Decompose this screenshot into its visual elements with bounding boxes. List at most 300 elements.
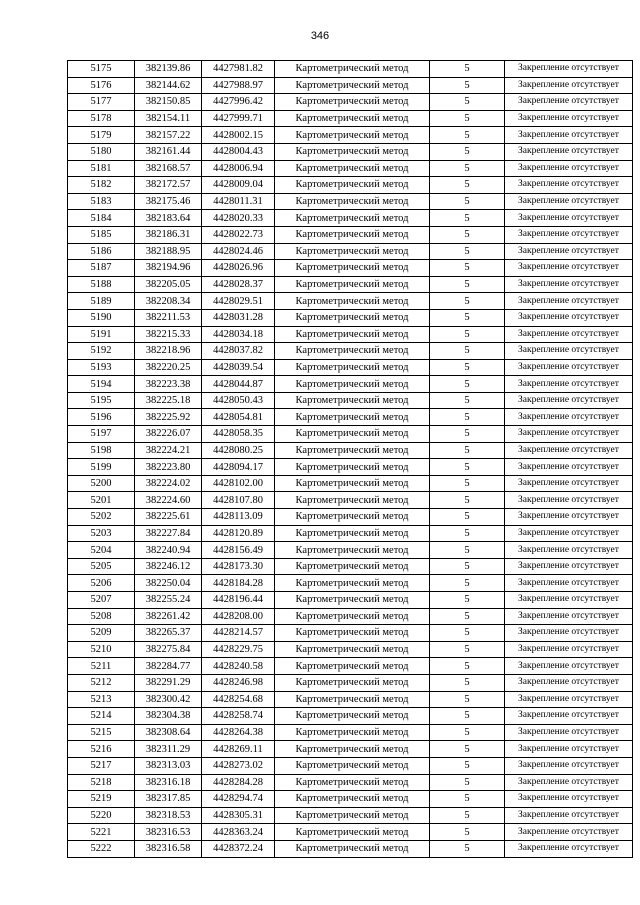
x-coordinate-cell: 382215.33: [135, 326, 202, 343]
method-cell: Картометрический метод: [275, 442, 430, 459]
fixation-cell: Закрепление отсутствует: [505, 376, 633, 393]
table-row: [68, 625, 633, 642]
point-number-cell: 5177: [68, 94, 135, 111]
x-coordinate-cell: 382316.53: [135, 824, 202, 841]
fixation-cell: Закрепление отсутствует: [505, 459, 633, 476]
method-cell: Картометрический метод: [275, 376, 430, 393]
accuracy-cell: 5: [430, 724, 505, 741]
x-coordinate-cell: 382224.21: [135, 442, 202, 459]
point-number-cell: 5219: [68, 791, 135, 808]
accuracy-cell: 5: [430, 376, 505, 393]
method-cell: Картометрический метод: [275, 94, 430, 111]
x-coordinate-cell: 382205.05: [135, 276, 202, 293]
method-cell: Картометрический метод: [275, 260, 430, 277]
table-row: [68, 492, 633, 509]
accuracy-cell: 5: [430, 575, 505, 592]
accuracy-cell: 5: [430, 61, 505, 78]
fixation-cell: Закрепление отсутствует: [505, 326, 633, 343]
fixation-cell: Закрепление отсутствует: [505, 177, 633, 194]
x-coordinate-cell: 382139.86: [135, 61, 202, 78]
method-cell: Картометрический метод: [275, 774, 430, 791]
x-coordinate-cell: 382316.18: [135, 774, 202, 791]
method-cell: Картометрический метод: [275, 243, 430, 260]
point-number-cell: 5207: [68, 592, 135, 609]
method-cell: Картометрический метод: [275, 691, 430, 708]
point-number-cell: 5189: [68, 293, 135, 310]
accuracy-cell: 5: [430, 492, 505, 509]
accuracy-cell: 5: [430, 542, 505, 559]
x-coordinate-cell: 382226.07: [135, 426, 202, 443]
point-number-cell: 5192: [68, 343, 135, 360]
table-row: [68, 94, 633, 111]
point-number-cell: 5210: [68, 641, 135, 658]
accuracy-cell: 5: [430, 674, 505, 691]
accuracy-cell: 5: [430, 608, 505, 625]
method-cell: Картометрический метод: [275, 426, 430, 443]
table-row: [68, 376, 633, 393]
table-row: [68, 724, 633, 741]
y-coordinate-cell: 4428305.31: [202, 807, 275, 824]
point-number-cell: 5176: [68, 77, 135, 94]
table-row: [68, 691, 633, 708]
x-coordinate-cell: 382208.34: [135, 293, 202, 310]
x-coordinate-cell: 382186.31: [135, 226, 202, 243]
point-number-cell: 5181: [68, 160, 135, 177]
y-coordinate-cell: 4428264.38: [202, 724, 275, 741]
method-cell: Картометрический метод: [275, 592, 430, 609]
accuracy-cell: 5: [430, 276, 505, 293]
point-number-cell: 5212: [68, 674, 135, 691]
x-coordinate-cell: 382175.46: [135, 193, 202, 210]
table-row: [68, 343, 633, 360]
fixation-cell: Закрепление отсутствует: [505, 359, 633, 376]
point-number-cell: 5190: [68, 309, 135, 326]
point-number-cell: 5201: [68, 492, 135, 509]
fixation-cell: Закрепление отсутствует: [505, 691, 633, 708]
method-cell: Картометрический метод: [275, 575, 430, 592]
y-coordinate-cell: 4428054.81: [202, 409, 275, 426]
x-coordinate-cell: 382265.37: [135, 625, 202, 642]
table-row: [68, 592, 633, 609]
x-coordinate-cell: 382225.92: [135, 409, 202, 426]
method-cell: Картометрический метод: [275, 177, 430, 194]
y-coordinate-cell: 4428294.74: [202, 791, 275, 808]
fixation-cell: Закрепление отсутствует: [505, 127, 633, 144]
fixation-cell: Закрепление отсутствует: [505, 392, 633, 409]
x-coordinate-cell: 382318.53: [135, 807, 202, 824]
point-number-cell: 5206: [68, 575, 135, 592]
fixation-cell: Закрепление отсутствует: [505, 658, 633, 675]
x-coordinate-cell: 382188.95: [135, 243, 202, 260]
table-row: [68, 309, 633, 326]
y-coordinate-cell: 4428058.35: [202, 426, 275, 443]
y-coordinate-cell: 4428031.28: [202, 309, 275, 326]
point-number-cell: 5217: [68, 757, 135, 774]
y-coordinate-cell: 4428044.87: [202, 376, 275, 393]
x-coordinate-cell: 382225.18: [135, 392, 202, 409]
y-coordinate-cell: 4428020.33: [202, 210, 275, 227]
accuracy-cell: 5: [430, 260, 505, 277]
fixation-cell: Закрепление отсутствует: [505, 840, 633, 857]
fixation-cell: Закрепление отсутствует: [505, 641, 633, 658]
x-coordinate-cell: 382168.57: [135, 160, 202, 177]
accuracy-cell: 5: [430, 708, 505, 725]
point-number-cell: 5193: [68, 359, 135, 376]
x-coordinate-cell: 382311.29: [135, 741, 202, 758]
table-row: [68, 193, 633, 210]
coordinates-table: [67, 60, 633, 858]
fixation-cell: Закрепление отсутствует: [505, 741, 633, 758]
table-row: [68, 409, 633, 426]
point-number-cell: 5213: [68, 691, 135, 708]
method-cell: Картометрический метод: [275, 160, 430, 177]
x-coordinate-cell: 382183.64: [135, 210, 202, 227]
method-cell: Картометрический метод: [275, 193, 430, 210]
x-coordinate-cell: 382275.84: [135, 641, 202, 658]
accuracy-cell: 5: [430, 309, 505, 326]
method-cell: Картометрический метод: [275, 475, 430, 492]
table-row: [68, 326, 633, 343]
y-coordinate-cell: 4428372.24: [202, 840, 275, 857]
method-cell: Картометрический метод: [275, 309, 430, 326]
y-coordinate-cell: 4428102.00: [202, 475, 275, 492]
fixation-cell: Закрепление отсутствует: [505, 260, 633, 277]
point-number-cell: 5184: [68, 210, 135, 227]
point-number-cell: 5218: [68, 774, 135, 791]
table-row: [68, 575, 633, 592]
y-coordinate-cell: 4428026.96: [202, 260, 275, 277]
fixation-cell: Закрепление отсутствует: [505, 542, 633, 559]
method-cell: Картометрический метод: [275, 326, 430, 343]
y-coordinate-cell: 4427981.82: [202, 61, 275, 78]
table-row: [68, 791, 633, 808]
y-coordinate-cell: 4428196.44: [202, 592, 275, 609]
table-row: [68, 757, 633, 774]
method-cell: Картометрический метод: [275, 658, 430, 675]
x-coordinate-cell: 382224.60: [135, 492, 202, 509]
accuracy-cell: 5: [430, 226, 505, 243]
accuracy-cell: 5: [430, 558, 505, 575]
point-number-cell: 5205: [68, 558, 135, 575]
accuracy-cell: 5: [430, 757, 505, 774]
accuracy-cell: 5: [430, 840, 505, 857]
x-coordinate-cell: 382313.03: [135, 757, 202, 774]
accuracy-cell: 5: [430, 658, 505, 675]
accuracy-cell: 5: [430, 509, 505, 526]
method-cell: Картометрический метод: [275, 110, 430, 127]
fixation-cell: Закрепление отсутствует: [505, 293, 633, 310]
y-coordinate-cell: 4428229.75: [202, 641, 275, 658]
method-cell: Картометрический метод: [275, 791, 430, 808]
x-coordinate-cell: 382220.25: [135, 359, 202, 376]
method-cell: Картометрический метод: [275, 293, 430, 310]
method-cell: Картометрический метод: [275, 143, 430, 160]
method-cell: Картометрический метод: [275, 625, 430, 642]
table-row: [68, 824, 633, 841]
fixation-cell: Закрепление отсутствует: [505, 475, 633, 492]
table-row: [68, 293, 633, 310]
method-cell: Картометрический метод: [275, 641, 430, 658]
y-coordinate-cell: 4428240.58: [202, 658, 275, 675]
accuracy-cell: 5: [430, 143, 505, 160]
point-number-cell: 5220: [68, 807, 135, 824]
method-cell: Картометрический метод: [275, 226, 430, 243]
y-coordinate-cell: 4428029.51: [202, 293, 275, 310]
y-coordinate-cell: 4428120.89: [202, 525, 275, 542]
point-number-cell: 5178: [68, 110, 135, 127]
point-number-cell: 5216: [68, 741, 135, 758]
x-coordinate-cell: 382150.85: [135, 94, 202, 111]
table-row: [68, 143, 633, 160]
accuracy-cell: 5: [430, 110, 505, 127]
table-row: [68, 658, 633, 675]
point-number-cell: 5183: [68, 193, 135, 210]
point-number-cell: 5202: [68, 509, 135, 526]
fixation-cell: Закрепление отсутствует: [505, 243, 633, 260]
accuracy-cell: 5: [430, 210, 505, 227]
y-coordinate-cell: 4428258.74: [202, 708, 275, 725]
point-number-cell: 5214: [68, 708, 135, 725]
fixation-cell: Закрепление отсутствует: [505, 625, 633, 642]
x-coordinate-cell: 382157.22: [135, 127, 202, 144]
fixation-cell: Закрепление отсутствует: [505, 509, 633, 526]
table-row: [68, 226, 633, 243]
method-cell: Картометрический метод: [275, 807, 430, 824]
table-row: [68, 674, 633, 691]
point-number-cell: 5209: [68, 625, 135, 642]
table-row: [68, 177, 633, 194]
x-coordinate-cell: 382211.53: [135, 309, 202, 326]
accuracy-cell: 5: [430, 77, 505, 94]
table-row: [68, 210, 633, 227]
table-row: [68, 741, 633, 758]
fixation-cell: Закрепление отсутствует: [505, 774, 633, 791]
fixation-cell: Закрепление отсутствует: [505, 608, 633, 625]
table-row: [68, 459, 633, 476]
accuracy-cell: 5: [430, 641, 505, 658]
x-coordinate-cell: 382255.24: [135, 592, 202, 609]
accuracy-cell: 5: [430, 409, 505, 426]
accuracy-cell: 5: [430, 774, 505, 791]
point-number-cell: 5221: [68, 824, 135, 841]
point-number-cell: 5194: [68, 376, 135, 393]
x-coordinate-cell: 382144.62: [135, 77, 202, 94]
accuracy-cell: 5: [430, 177, 505, 194]
method-cell: Картометрический метод: [275, 492, 430, 509]
y-coordinate-cell: 4428037.82: [202, 343, 275, 360]
point-number-cell: 5203: [68, 525, 135, 542]
fixation-cell: Закрепление отсутствует: [505, 343, 633, 360]
y-coordinate-cell: 4428173.30: [202, 558, 275, 575]
x-coordinate-cell: 382291.29: [135, 674, 202, 691]
table-row: [68, 509, 633, 526]
point-number-cell: 5198: [68, 442, 135, 459]
fixation-cell: Закрепление отсутствует: [505, 592, 633, 609]
y-coordinate-cell: 4428009.04: [202, 177, 275, 194]
x-coordinate-cell: 382300.42: [135, 691, 202, 708]
table-row: [68, 708, 633, 725]
table-body: [68, 61, 633, 858]
y-coordinate-cell: 4428039.54: [202, 359, 275, 376]
y-coordinate-cell: 4428011.31: [202, 193, 275, 210]
point-number-cell: 5180: [68, 143, 135, 160]
fixation-cell: Закрепление отсутствует: [505, 77, 633, 94]
fixation-cell: Закрепление отсутствует: [505, 674, 633, 691]
point-number-cell: 5204: [68, 542, 135, 559]
table-row: [68, 77, 633, 94]
y-coordinate-cell: 4428004.43: [202, 143, 275, 160]
fixation-cell: Закрепление отсутствует: [505, 276, 633, 293]
fixation-cell: Закрепление отсутствует: [505, 409, 633, 426]
point-number-cell: 5197: [68, 426, 135, 443]
point-number-cell: 5200: [68, 475, 135, 492]
table-row: [68, 127, 633, 144]
method-cell: Картометрический метод: [275, 77, 430, 94]
y-coordinate-cell: 4427996.42: [202, 94, 275, 111]
y-coordinate-cell: 4428284.28: [202, 774, 275, 791]
fixation-cell: Закрепление отсутствует: [505, 724, 633, 741]
y-coordinate-cell: 4428246.98: [202, 674, 275, 691]
table-row: [68, 774, 633, 791]
accuracy-cell: 5: [430, 293, 505, 310]
table-row: [68, 160, 633, 177]
point-number-cell: 5175: [68, 61, 135, 78]
y-coordinate-cell: 4428363.24: [202, 824, 275, 841]
fixation-cell: Закрепление отсутствует: [505, 525, 633, 542]
fixation-cell: Закрепление отсутствует: [505, 143, 633, 160]
table-row: [68, 608, 633, 625]
table-row: [68, 243, 633, 260]
x-coordinate-cell: 382261.42: [135, 608, 202, 625]
method-cell: Картометрический метод: [275, 608, 430, 625]
accuracy-cell: 5: [430, 807, 505, 824]
method-cell: Картометрический метод: [275, 824, 430, 841]
table-row: [68, 426, 633, 443]
y-coordinate-cell: 4428113.09: [202, 509, 275, 526]
method-cell: Картометрический метод: [275, 525, 430, 542]
x-coordinate-cell: 382223.38: [135, 376, 202, 393]
fixation-cell: Закрепление отсутствует: [505, 61, 633, 78]
page-number: 346: [310, 30, 330, 42]
table-row: [68, 542, 633, 559]
table-row: [68, 475, 633, 492]
point-number-cell: 5185: [68, 226, 135, 243]
y-coordinate-cell: 4428107.80: [202, 492, 275, 509]
x-coordinate-cell: 382316.58: [135, 840, 202, 857]
x-coordinate-cell: 382223.80: [135, 459, 202, 476]
point-number-cell: 5187: [68, 260, 135, 277]
y-coordinate-cell: 4428269.11: [202, 741, 275, 758]
fixation-cell: Закрепление отсутствует: [505, 309, 633, 326]
x-coordinate-cell: 382246.12: [135, 558, 202, 575]
method-cell: Картометрический метод: [275, 674, 430, 691]
method-cell: Картометрический метод: [275, 359, 430, 376]
fixation-cell: Закрепление отсутствует: [505, 94, 633, 111]
y-coordinate-cell: 4428034.18: [202, 326, 275, 343]
y-coordinate-cell: 4428254.68: [202, 691, 275, 708]
method-cell: Картометрический метод: [275, 409, 430, 426]
x-coordinate-cell: 382227.84: [135, 525, 202, 542]
fixation-cell: Закрепление отсутствует: [505, 492, 633, 509]
accuracy-cell: 5: [430, 392, 505, 409]
table-row: [68, 359, 633, 376]
accuracy-cell: 5: [430, 94, 505, 111]
method-cell: Картометрический метод: [275, 558, 430, 575]
accuracy-cell: 5: [430, 691, 505, 708]
accuracy-cell: 5: [430, 442, 505, 459]
fixation-cell: Закрепление отсутствует: [505, 575, 633, 592]
point-number-cell: 5196: [68, 409, 135, 426]
x-coordinate-cell: 382154.11: [135, 110, 202, 127]
accuracy-cell: 5: [430, 359, 505, 376]
accuracy-cell: 5: [430, 160, 505, 177]
accuracy-cell: 5: [430, 741, 505, 758]
table-row: [68, 276, 633, 293]
x-coordinate-cell: 382161.44: [135, 143, 202, 160]
fixation-cell: Закрепление отсутствует: [505, 193, 633, 210]
fixation-cell: Закрепление отсутствует: [505, 442, 633, 459]
x-coordinate-cell: 382224.02: [135, 475, 202, 492]
accuracy-cell: 5: [430, 459, 505, 476]
x-coordinate-cell: 382304.38: [135, 708, 202, 725]
y-coordinate-cell: 4428208.00: [202, 608, 275, 625]
accuracy-cell: 5: [430, 625, 505, 642]
accuracy-cell: 5: [430, 243, 505, 260]
point-number-cell: 5208: [68, 608, 135, 625]
table-row: [68, 840, 633, 857]
table-row: [68, 260, 633, 277]
y-coordinate-cell: 4427999.71: [202, 110, 275, 127]
point-number-cell: 5211: [68, 658, 135, 675]
accuracy-cell: 5: [430, 127, 505, 144]
method-cell: Картометрический метод: [275, 542, 430, 559]
method-cell: Картометрический метод: [275, 708, 430, 725]
point-number-cell: 5195: [68, 392, 135, 409]
accuracy-cell: 5: [430, 193, 505, 210]
table-row: [68, 392, 633, 409]
method-cell: Картометрический метод: [275, 757, 430, 774]
accuracy-cell: 5: [430, 592, 505, 609]
method-cell: Картометрический метод: [275, 127, 430, 144]
table-row: [68, 525, 633, 542]
fixation-cell: Закрепление отсутствует: [505, 791, 633, 808]
x-coordinate-cell: 382240.94: [135, 542, 202, 559]
accuracy-cell: 5: [430, 326, 505, 343]
y-coordinate-cell: 4428024.46: [202, 243, 275, 260]
fixation-cell: Закрепление отсутствует: [505, 426, 633, 443]
fixation-cell: Закрепление отсутствует: [505, 226, 633, 243]
accuracy-cell: 5: [430, 791, 505, 808]
point-number-cell: 5188: [68, 276, 135, 293]
fixation-cell: Закрепление отсутствует: [505, 757, 633, 774]
fixation-cell: Закрепление отсутствует: [505, 708, 633, 725]
y-coordinate-cell: 4428273.02: [202, 757, 275, 774]
table-row: [68, 61, 633, 78]
y-coordinate-cell: 4428184.28: [202, 575, 275, 592]
point-number-cell: 5179: [68, 127, 135, 144]
accuracy-cell: 5: [430, 824, 505, 841]
x-coordinate-cell: 382194.96: [135, 260, 202, 277]
method-cell: Картометрический метод: [275, 343, 430, 360]
table-row: [68, 442, 633, 459]
method-cell: Картометрический метод: [275, 392, 430, 409]
method-cell: Картометрический метод: [275, 210, 430, 227]
table-row: [68, 641, 633, 658]
y-coordinate-cell: 4428028.37: [202, 276, 275, 293]
fixation-cell: Закрепление отсутствует: [505, 110, 633, 127]
method-cell: Картометрический метод: [275, 61, 430, 78]
point-number-cell: 5215: [68, 724, 135, 741]
